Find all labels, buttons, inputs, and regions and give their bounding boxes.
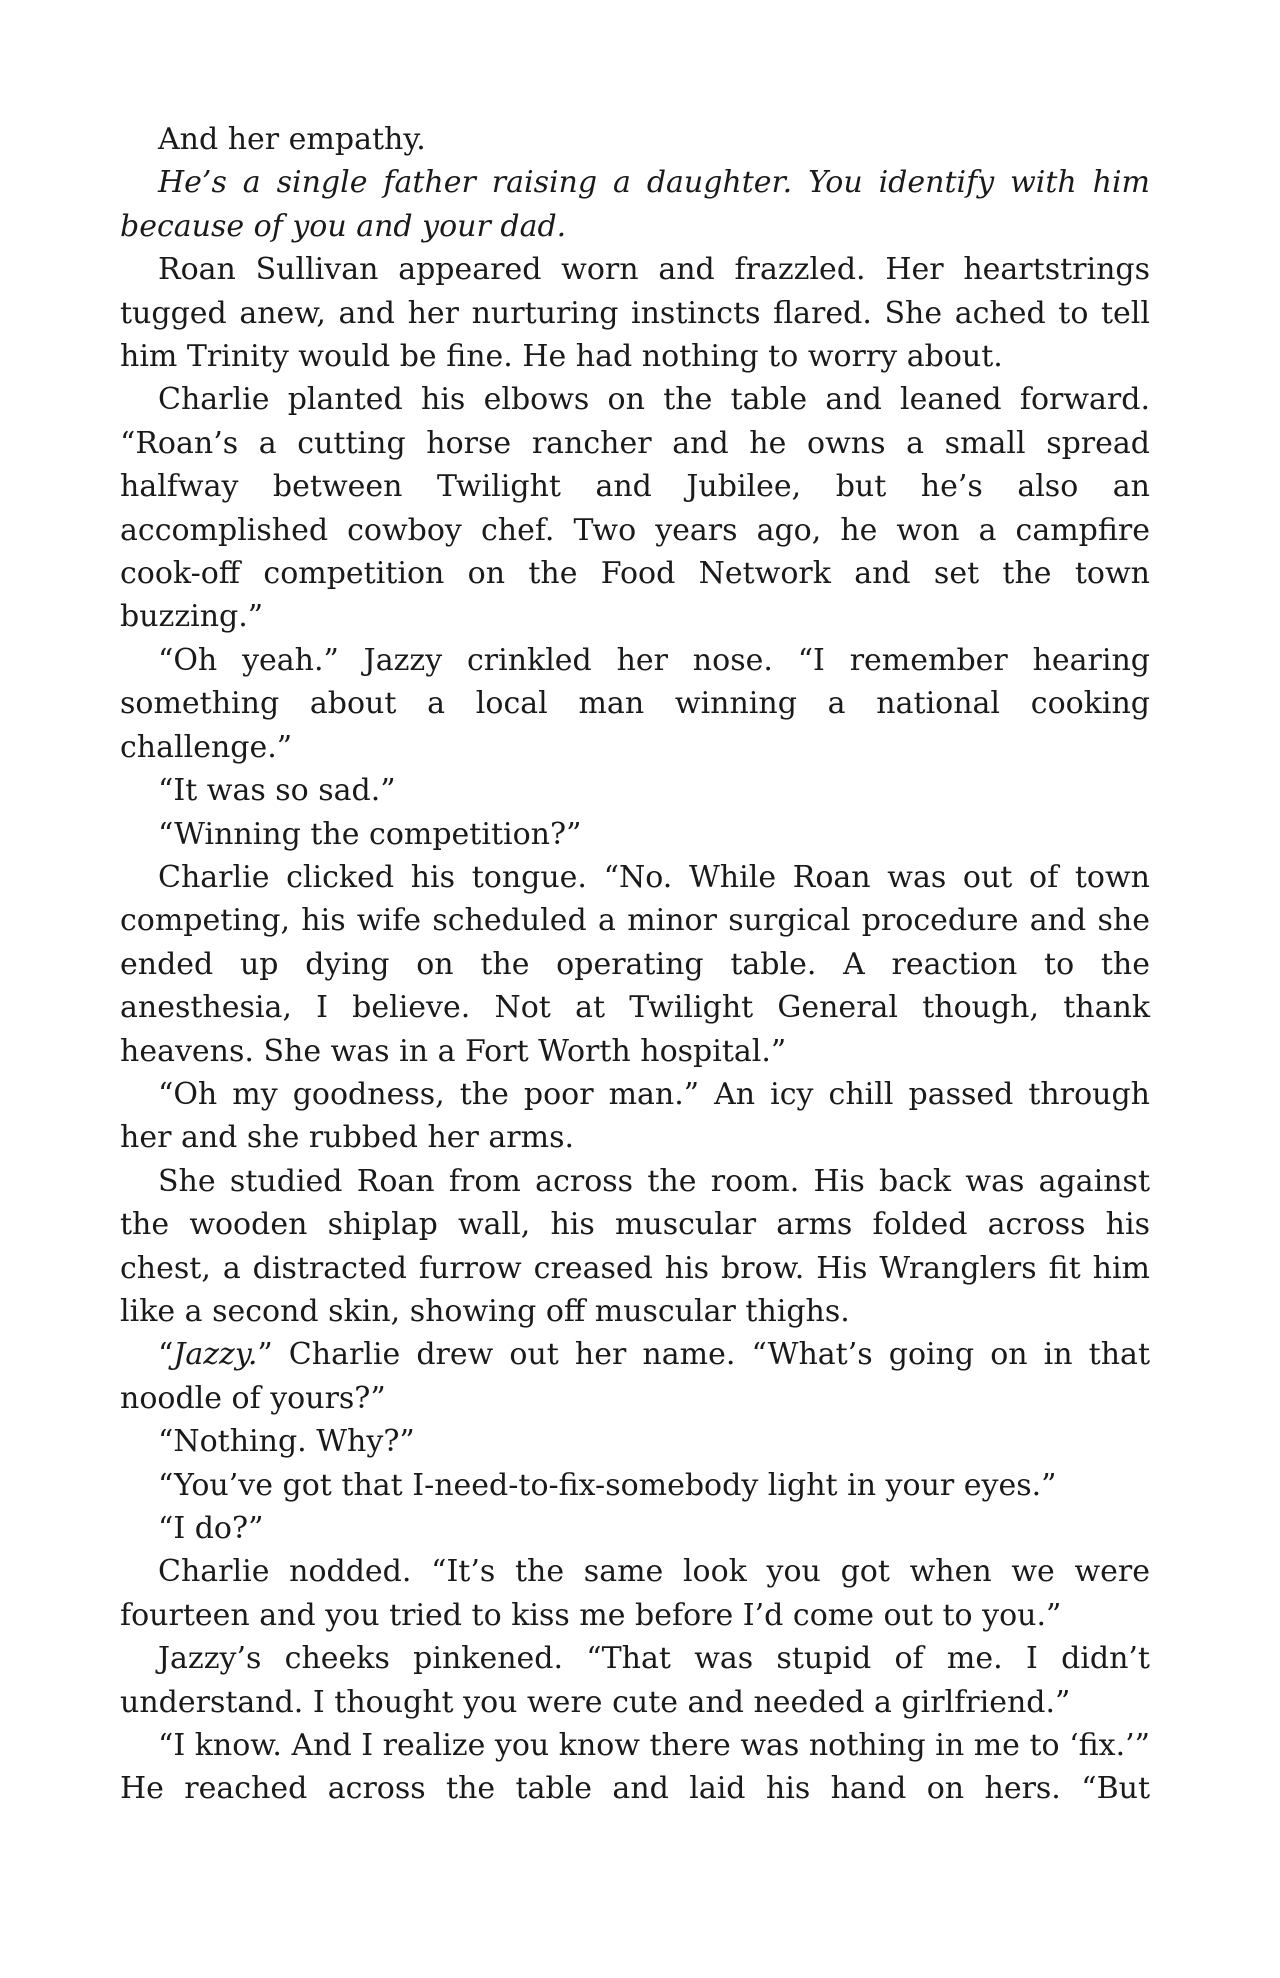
paragraph bbox=[120, 813, 1150, 856]
paragraph bbox=[120, 1507, 1150, 1550]
text-run: “I know. And I realize you know there was nothing in me to ‘fix.’” He reached across the table and laid his hand on hers. “But bbox=[120, 1728, 1150, 1807]
paragraph bbox=[120, 1464, 1150, 1507]
text-run: She studied Roan from across the room. His back was against the wooden shiplap wall, his muscular arms folded across his chest, a distracted furrow creased his brow. His Wranglers fit him like a second skin, showing off muscular thighs. bbox=[120, 1163, 1150, 1329]
text-run: “Winning the competition?” bbox=[158, 816, 582, 852]
paragraph bbox=[120, 639, 1150, 769]
paragraph bbox=[120, 1160, 1150, 1334]
book-page bbox=[120, 118, 1150, 1811]
text-run: “It was so sad.” bbox=[158, 773, 396, 809]
text-run: “Nothing. Why?” bbox=[158, 1424, 415, 1460]
paragraph bbox=[120, 378, 1150, 638]
text-run: And her empathy. bbox=[158, 122, 426, 157]
paragraph bbox=[120, 161, 1150, 248]
paragraph bbox=[120, 248, 1150, 378]
text-run: Charlie planted his elbows on the table and leaned forward. “Roan’s a cutting horse rancher and he owns a small spread halfway between Twilight and Jubilee, but he’s also an accomplished cowboy chef. Two years ago, he won a campfire cook-off competition on the Food Network and set the town buzzing.” bbox=[120, 382, 1150, 635]
paragraph bbox=[120, 1333, 1150, 1420]
text-run: Roan Sullivan appeared worn and frazzled. Her heartstrings tugged anew, and her nurturing instincts flared. She ached to tell him Trinity would be fine. He had nothing to worry about. bbox=[120, 252, 1150, 375]
paragraph bbox=[120, 1073, 1150, 1160]
paragraph bbox=[120, 1550, 1150, 1637]
text-run: ” Charlie drew out her name. “What’s going on in that noodle of yours?” bbox=[120, 1337, 1150, 1416]
paragraph bbox=[120, 1420, 1150, 1463]
italic-text: He’s a single father raising a daughter. You identify with him because of you and your dad. bbox=[120, 165, 1150, 244]
paragraph bbox=[120, 1637, 1150, 1724]
text-run: “Oh my goodness, the poor man.” An icy chill passed through her and she rubbed her arms. bbox=[120, 1076, 1150, 1156]
paragraph bbox=[120, 1724, 1150, 1811]
italic-text: Jazzy. bbox=[173, 1337, 258, 1373]
text-run: “You’ve got that I-need-to-fix-somebody light in your eyes.” bbox=[158, 1467, 1057, 1503]
text-run: Charlie nodded. “It’s the same look you got when we were fourteen and you tried to kiss me before I’d come out to you.” bbox=[120, 1554, 1150, 1633]
text-run: Charlie clicked his tongue. “No. While Roan was out of town competing, his wife scheduled a minor surgical procedure and she ended up dying on the operating table. A reaction to the anesthesia, I believe. Not at Twilight General though, thank heavens. She was in a Fort Worth hospital.” bbox=[120, 859, 1150, 1069]
paragraph bbox=[120, 769, 1150, 812]
text-run: “I do?” bbox=[158, 1511, 264, 1546]
text-run: “Oh yeah.” Jazzy crinkled her nose. “I remember hearing something about a local man winning a national cooking challenge.” bbox=[120, 642, 1150, 765]
paragraph bbox=[120, 856, 1150, 1073]
text-run: “ bbox=[158, 1337, 174, 1373]
paragraph bbox=[120, 118, 1150, 161]
text-run: Jazzy’s cheeks pinkened. “That was stupid of me. I didn’t understand. I thought you were cute and needed a girlfriend.” bbox=[120, 1641, 1150, 1720]
